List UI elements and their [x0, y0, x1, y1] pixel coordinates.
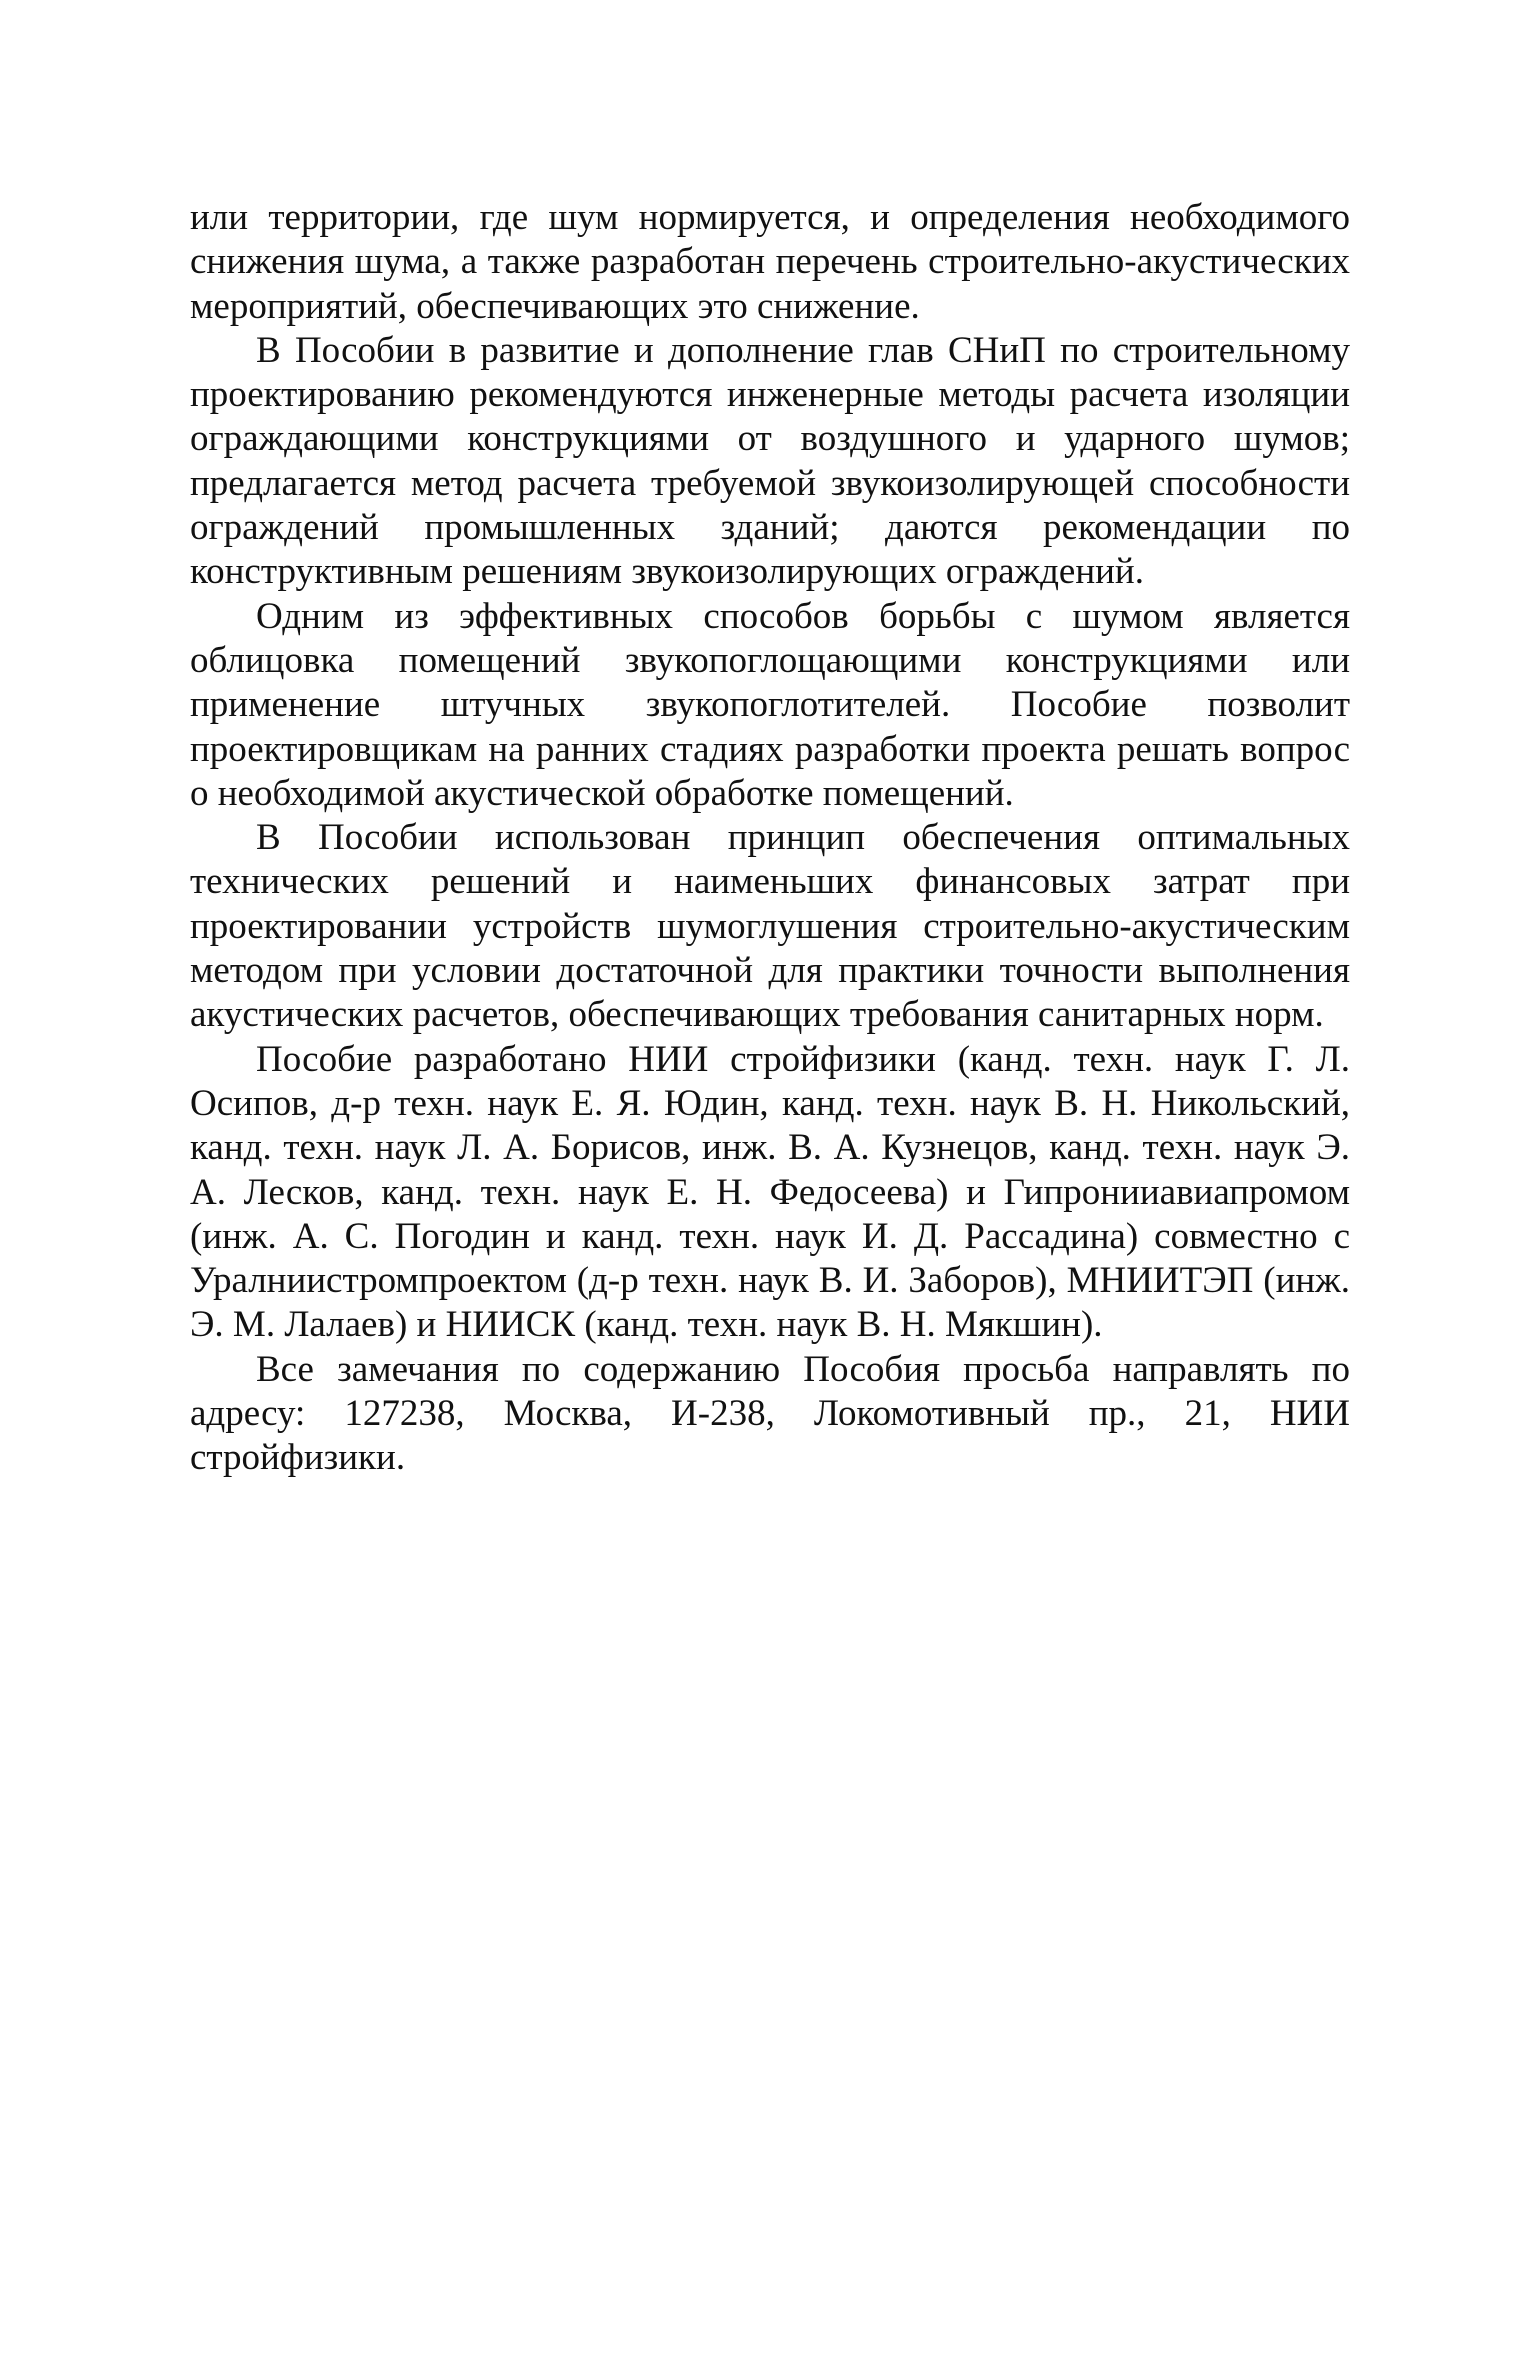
paragraph-contact-address: Все замечания по содержанию Пособия просьба направлять по адресу: 127238, Москва, И-238, Локомотивный пр., 21, НИИ стройфизики.	[190, 1348, 1350, 1479]
paragraph-optimal-solutions: В Пособии использован принцип обеспечения оптимальных технических решений и наименьших финансовых затрат при проектировании устройств шумоглушения строительно-акустическим методом при условии достаточной для практики точности выполнения акустических расчетов, обеспечивающих требования санитарных норм.	[190, 817, 1350, 1036]
paragraph-snip-methods: В Пособии в развитие и дополнение глав СНиП по строительному проектированию рекомендуются инженерные методы расчета изоляции ограждающими конструкциями от воздушного и ударного шумов; предлагается метод расчета требуемой звукоизолирующей способности ограждений промышленных зданий; даются рекомендации по конструктивным решениям звукоизолирующих ограждений.	[190, 329, 1350, 593]
paragraph-sound-absorption: Одним из эффективных способов борьбы с шумом является облицовка помещений звукопоглощающими конструкциями или применение штучных звукопоглотителей. Пособие позволит проектировщикам на ранних стадиях разработки проекта решать вопрос о необходимой акустической обработке помещений.	[190, 595, 1350, 814]
paragraph-authors: Пособие разработано НИИ стройфизики (канд. техн. наук Г. Л. Осипов, д-р техн. наук Е. Я. Юдин, канд. техн. наук В. Н. Никольский, канд. техн. наук Л. А. Борисов, инж. В. А. Кузнецов, канд. техн. наук Э. А. Лесков, канд. техн. наук Е. Н. Федосеева) и Гипронииавиапромом (инж. А. С. Погодин и канд. техн. наук И. Д. Рассадина) совместно с Уралниистромпроектом (д-р техн. наук В. И. Заборов), МНИИТЭП (инж. Э. М. Лалаев) и НИИСК (канд. техн. наук В. Н. Мякшин).	[190, 1038, 1350, 1346]
paragraph-continuation: или территории, где шум нормируется, и определения необходимого снижения шума, а также разработан перечень строительно-акустических мероприятий, обеспечивающих это снижение.	[190, 197, 1350, 327]
body-text	[190, 196, 1350, 1481]
